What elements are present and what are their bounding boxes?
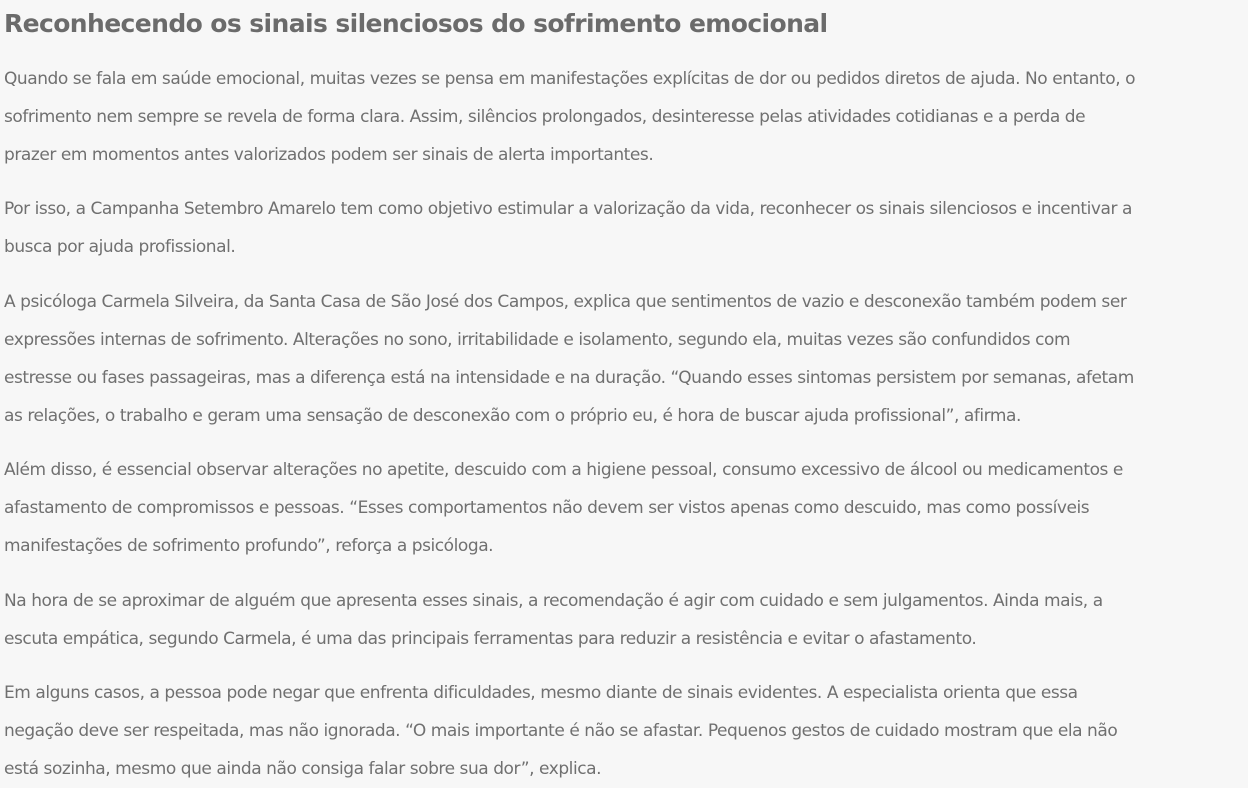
paragraph-line: as relações, o trabalho e geram uma sensação de desconexão com o próprio eu, é hora de buscar ajuda profissional”, afirma. — [4, 406, 1021, 426]
paragraph-line: A psicóloga Carmela Silveira, da Santa Casa de São José dos Campos, explica que sentimentos de vazio e desconexão também podem ser — [4, 292, 1127, 312]
paragraph-line: está sozinha, mesmo que ainda não consiga falar sobre sua dor”, explica. — [4, 759, 602, 779]
paragraph-line: escuta empática, segundo Carmela, é uma das principais ferramentas para reduzir a resistência e evitar o afastamento. — [4, 629, 977, 649]
paragraph-1 — [4, 60, 1135, 174]
paragraph-line: estresse ou fases passageiras, mas a diferença está na intensidade e na duração. “Quando esses sintomas persistem por semanas, afetam — [4, 368, 1134, 388]
paragraph-line: manifestações de sofrimento profundo”, reforça a psicóloga. — [4, 536, 494, 556]
paragraph-3 — [4, 283, 1134, 435]
paragraph-line: afastamento de compromissos e pessoas. “Esses comportamentos não devem ser vistos apenas como descuido, mas como possíveis — [4, 498, 1090, 518]
article-title: Reconhecendo os sinais silenciosos do sofrimento emocional — [4, 9, 828, 38]
paragraph-5 — [4, 582, 1103, 658]
paragraph-line: Quando se fala em saúde emocional, muitas vezes se pensa em manifestações explícitas de dor ou pedidos diretos de ajuda. No entanto, o — [4, 69, 1136, 89]
paragraph-4 — [4, 451, 1123, 565]
paragraph-line: Além disso, é essencial observar alterações no apetite, descuido com a higiene pessoal, consumo excessivo de álcool ou medicamentos e — [4, 460, 1123, 480]
paragraph-line: sofrimento nem sempre se revela de forma clara. Assim, silêncios prolongados, desinteresse pelas atividades cotidianas e a perda de — [4, 107, 1086, 127]
paragraph-line: negação deve ser respeitada, mas não ignorada. “O mais importante é não se afastar. Pequenos gestos de cuidado mostram que ela não — [4, 721, 1118, 741]
paragraph-line: Em alguns casos, a pessoa pode negar que enfrenta dificuldades, mesmo diante de sinais evidentes. A especialista orienta que essa — [4, 683, 1078, 703]
paragraph-line: busca por ajuda profissional. — [4, 237, 236, 257]
paragraph-line: prazer em momentos antes valorizados podem ser sinais de alerta importantes. — [4, 145, 654, 165]
paragraph-line: expressões internas de sofrimento. Alterações no sono, irritabilidade e isolamento, segundo ela, muitas vezes são confundidos com — [4, 330, 1071, 350]
paragraph-line: Por isso, a Campanha Setembro Amarelo tem como objetivo estimular a valorização da vida, reconhecer os sinais silenciosos e incentivar a — [4, 199, 1132, 219]
paragraph-2 — [4, 190, 1132, 266]
paragraph-6 — [4, 674, 1117, 788]
paragraph-line: Na hora de se aproximar de alguém que apresenta esses sinais, a recomendação é agir com cuidado e sem julgamentos. Ainda mais, a — [4, 591, 1103, 611]
